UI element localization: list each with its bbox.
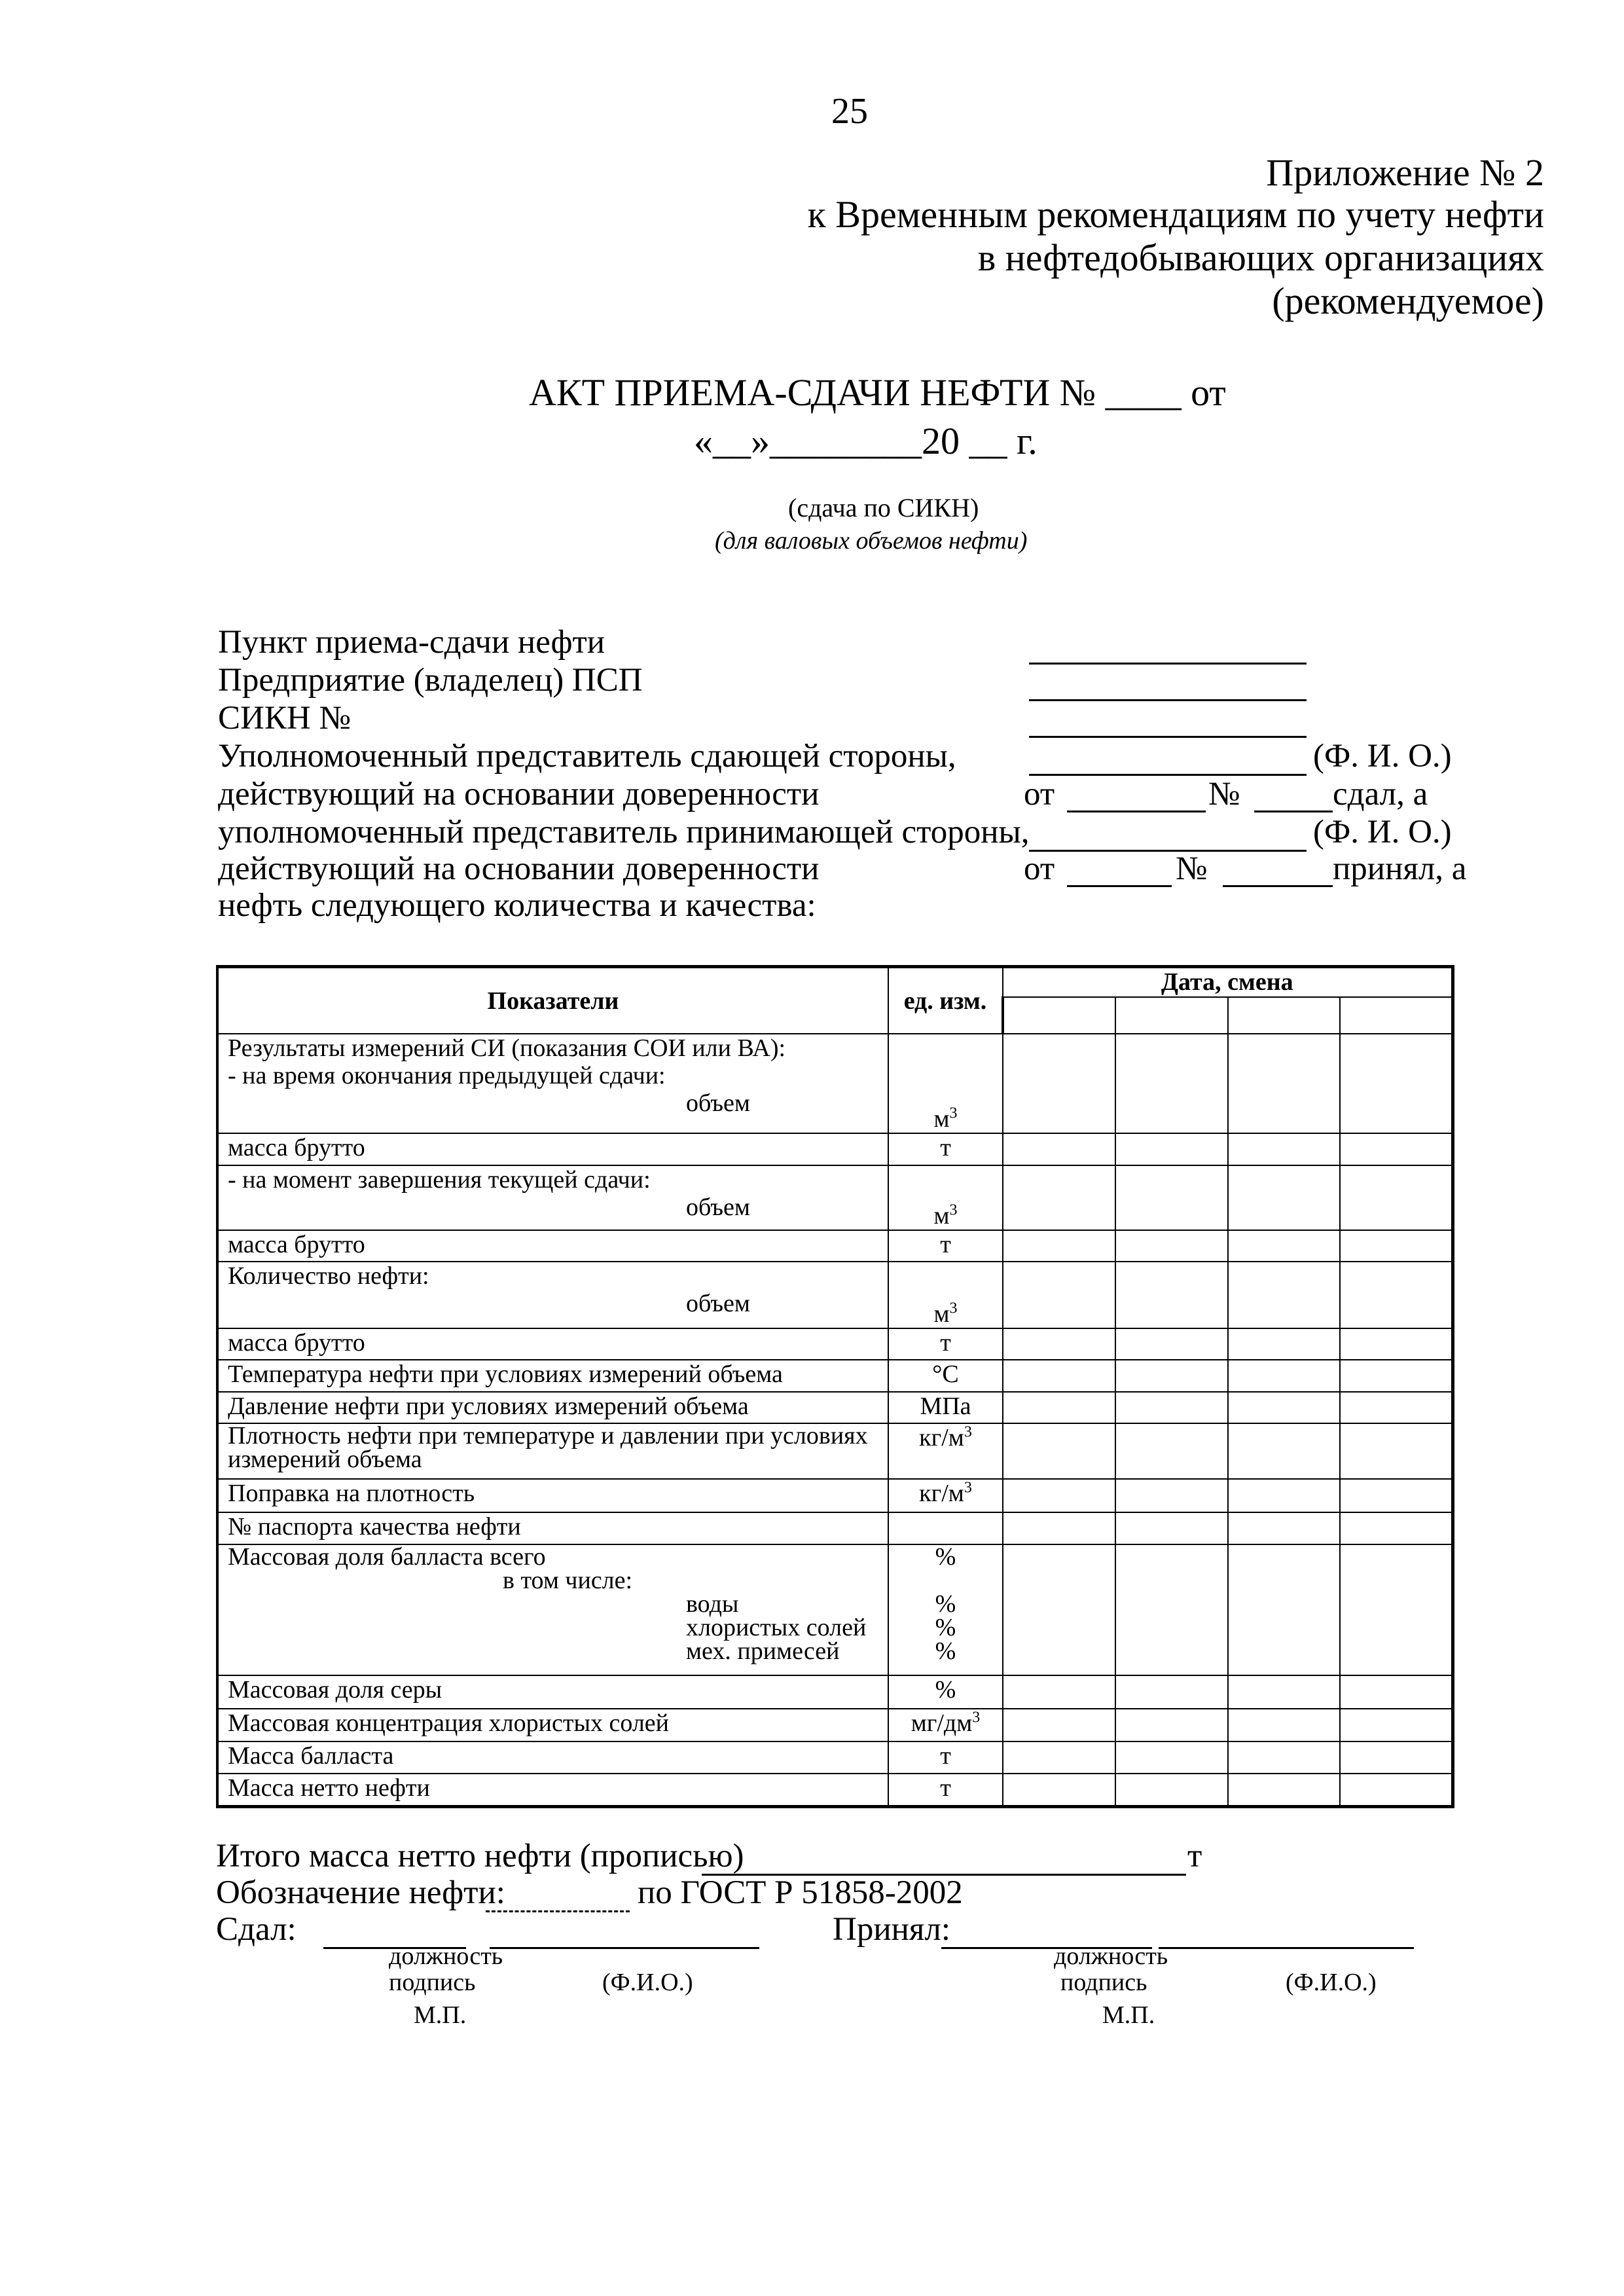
unit-passport [888, 1512, 1003, 1544]
row-prev-label [217, 1034, 888, 1133]
document-title: АКТ ПРИЕМА-СДАЧИ НЕФТИ № ____ от [529, 371, 1226, 414]
ot-label-1: от [1024, 776, 1055, 812]
no-label-1: № [1208, 776, 1240, 812]
unit-prev-volume: $м^3$ [888, 1034, 1003, 1133]
cell[interactable] [1228, 1675, 1340, 1709]
cell[interactable] [1115, 1544, 1228, 1675]
cell[interactable] [1115, 1262, 1228, 1328]
accepted-stamp: М.П. [1102, 2001, 1155, 2029]
accepted-fio-caption: (Ф.И.О.) [1286, 1969, 1377, 1996]
incl-text: в том числе: [503, 1566, 633, 1594]
date-col-2[interactable] [1115, 997, 1228, 1034]
proxy-no-line-1[interactable] [1254, 811, 1333, 812]
ot-label-2: от [1024, 850, 1055, 887]
appendix-line3: в нефтедобывающих организациях [977, 236, 1544, 279]
unit-sulfur: % [888, 1675, 1003, 1709]
salts-text: хлористых солей [686, 1613, 867, 1641]
subtitle-gross: (для валовых объемов нефти) [715, 527, 1028, 555]
cell[interactable] [1003, 1774, 1115, 1807]
cell[interactable] [1340, 1392, 1453, 1424]
cell[interactable] [1228, 1133, 1340, 1165]
cell[interactable] [1003, 1392, 1115, 1424]
accepted-position-caption: должность [1054, 1942, 1168, 1970]
cell[interactable] [1228, 1262, 1340, 1328]
cell[interactable] [1003, 1741, 1115, 1774]
date-col-4[interactable] [1340, 997, 1453, 1034]
water-text: воды [686, 1590, 739, 1618]
proxy-no-line-2[interactable] [1223, 885, 1333, 887]
cell[interactable] [1340, 1544, 1453, 1675]
accepted-fio-line[interactable] [1159, 1947, 1414, 1949]
cell[interactable] [1340, 1133, 1453, 1165]
cell[interactable] [1340, 1165, 1453, 1230]
unit-current-gross: т [888, 1230, 1003, 1262]
designation-line[interactable] [486, 1910, 630, 1912]
pressure-text: Давление нефти при условиях измерений объема [217, 1392, 888, 1424]
cell[interactable] [1228, 1165, 1340, 1230]
cell[interactable] [1340, 1741, 1453, 1774]
gave-label-footer: Сдал: [216, 1911, 297, 1948]
unit-quantity-gross: т [888, 1328, 1003, 1360]
cell[interactable] [1003, 1512, 1115, 1544]
gost-label: по ГОСТ Р 51858-2002 [638, 1874, 963, 1911]
quantity-text: Количество нефти: [228, 1262, 429, 1290]
cell[interactable] [1003, 1034, 1115, 1133]
cell[interactable] [1115, 1675, 1228, 1709]
cell[interactable] [1228, 1479, 1340, 1512]
cell[interactable] [1340, 1512, 1453, 1544]
unit-density: $кг/м^3$ [888, 1423, 1003, 1479]
prev-gross-text: масса брутто [217, 1133, 888, 1165]
gave-fio-caption: (Ф.И.О.) [602, 1969, 693, 1996]
cell[interactable] [1228, 1709, 1340, 1742]
field-point-label: Пункт приема-сдачи нефти [218, 624, 605, 661]
cell[interactable] [1003, 1165, 1115, 1230]
header-unit: ед. изм. [888, 967, 1003, 1034]
field-sikn-label: СИКН № [218, 700, 352, 737]
header-indicators: Показатели [217, 967, 888, 1034]
cell[interactable] [1340, 1328, 1453, 1360]
cell[interactable] [1115, 1774, 1228, 1807]
unit-current-volume: $м^3$ [888, 1165, 1003, 1230]
cell[interactable] [1115, 1512, 1228, 1544]
row-current-label [217, 1165, 888, 1230]
sulfur-text: Массовая доля серы [217, 1675, 888, 1709]
cell[interactable] [1340, 1262, 1453, 1328]
cell[interactable] [1115, 1392, 1228, 1424]
unit-prev-gross: т [888, 1133, 1003, 1165]
cell[interactable] [1115, 1034, 1228, 1133]
cell[interactable] [1340, 1709, 1453, 1742]
current-text: - на момент завершения текущей сдачи: [228, 1165, 651, 1194]
fio-label-2: (Ф. И. О.) [1313, 814, 1452, 850]
date-line: «__»________20 __ г. [694, 420, 1038, 462]
proxy-date-line-1[interactable] [1067, 811, 1206, 812]
passport-text: № паспорта качества нефти [217, 1512, 888, 1544]
cell[interactable] [1228, 1360, 1340, 1392]
gave-fio-line[interactable] [490, 1947, 759, 1949]
gave-label: сдал, а [1333, 776, 1428, 812]
cell[interactable] [1003, 1230, 1115, 1262]
designation-label: Обозначение нефти: [216, 1874, 505, 1911]
appendix-line2: к Временным рекомендациям по учету нефти [807, 193, 1544, 236]
field-enterprise-label: Предприятие (владелец) ПСП [218, 662, 643, 699]
ballast-mass-text: Масса балласта [217, 1741, 888, 1774]
unit-water: % [935, 1590, 956, 1618]
cell[interactable] [1228, 1034, 1340, 1133]
gave-stamp: М.П. [414, 2001, 467, 2029]
field-enterprise-line[interactable] [1029, 699, 1307, 701]
cell[interactable] [1115, 1423, 1228, 1479]
field-point-line[interactable] [1029, 663, 1307, 665]
mech-text: мех. примесей [686, 1637, 840, 1665]
cell[interactable] [1340, 1774, 1453, 1807]
cell[interactable] [1228, 1544, 1340, 1675]
date-col-1[interactable] [1003, 997, 1115, 1034]
cell[interactable] [1228, 1512, 1340, 1544]
unit-salts: % [935, 1613, 956, 1641]
cell[interactable] [1003, 1544, 1115, 1675]
cell[interactable] [1340, 1230, 1453, 1262]
gave-signature-caption: подпись [389, 1969, 476, 1996]
cell[interactable] [1003, 1262, 1115, 1328]
cell[interactable] [1340, 1479, 1453, 1512]
cell[interactable] [1003, 1479, 1115, 1512]
field-sikn-line[interactable] [1029, 736, 1307, 738]
unit-ballast-mass: т [888, 1741, 1003, 1774]
prev-text: - на время окончания предыдущей сдачи: [228, 1062, 666, 1090]
field-acting2-label: действующий на основании доверенности [218, 850, 820, 887]
cell[interactable] [1003, 1709, 1115, 1742]
cell[interactable] [1003, 1133, 1115, 1165]
cell[interactable] [1115, 1133, 1228, 1165]
total-net-mass-label: Итого масса нетто нефти (прописью) [216, 1838, 744, 1874]
accepted-label-footer: Принял: [833, 1911, 950, 1948]
cell[interactable] [1228, 1328, 1340, 1360]
temperature-text: Температура нефти при условиях измерений объема [217, 1360, 888, 1392]
unit-correction: $кг/м^3$ [888, 1479, 1003, 1512]
accepted-label: принял, а [1333, 850, 1467, 887]
ballast-total-text: Массовая доля балласта всего [228, 1542, 546, 1571]
accepted-signature-caption: подпись [1060, 1969, 1147, 1996]
cell[interactable] [1003, 1360, 1115, 1392]
field-acting1-label: действующий на основании доверенности [218, 776, 820, 812]
cell[interactable] [1115, 1479, 1228, 1512]
proxy-date-line-2[interactable] [1067, 885, 1172, 887]
fio-label-1: (Ф. И. О.) [1313, 738, 1452, 774]
header-date-shift: Дата, смена [1003, 967, 1453, 997]
cell[interactable] [1340, 1423, 1453, 1479]
unit-temperature: °С [888, 1360, 1003, 1392]
cell[interactable] [1115, 1360, 1228, 1392]
row-ballast-label [217, 1544, 888, 1675]
results-text: Результаты измерений СИ (показания СОИ или ВА): [228, 1034, 786, 1063]
row-quantity-label [217, 1262, 888, 1328]
page-number: 25 [831, 91, 868, 132]
unit-salt-conc: $мг/дм^3$ [888, 1709, 1003, 1742]
net-mass-text: Масса нетто нефти [217, 1774, 888, 1807]
cell[interactable] [1115, 1165, 1228, 1230]
prev-volume-text: объем [686, 1089, 750, 1118]
field-rep-receiving-line[interactable] [1029, 850, 1307, 852]
cell[interactable] [1115, 1709, 1228, 1742]
quantity-gross-text: масса брутто [217, 1328, 888, 1360]
unit-mech: % [935, 1637, 956, 1665]
cell[interactable] [1340, 1034, 1453, 1133]
salt-conc-text: Массовая концентрация хлористых солей [217, 1709, 888, 1742]
unit-ballast-total: % [935, 1542, 956, 1571]
cell[interactable] [1340, 1360, 1453, 1392]
cell[interactable] [1228, 1741, 1340, 1774]
appendix-line4: (рекомендуемое) [1272, 280, 1544, 322]
subtitle-sikn: (сдача по СИКН) [788, 493, 979, 522]
unit-quantity-volume: $м^3$ [888, 1262, 1003, 1328]
oil-acceptance-table [216, 965, 1454, 1808]
unit-ballast [888, 1544, 1003, 1675]
appendix-line1: Приложение № 2 [1266, 151, 1544, 194]
cell[interactable] [1003, 1675, 1115, 1709]
cell[interactable] [1228, 1230, 1340, 1262]
cell[interactable] [1228, 1392, 1340, 1424]
cell[interactable] [1003, 1328, 1115, 1360]
cell[interactable] [1115, 1741, 1228, 1774]
unit-pressure: МПа [888, 1392, 1003, 1424]
field-oil-following-label: нефть следующего количества и качества: [218, 887, 816, 924]
cell[interactable] [1228, 1423, 1340, 1479]
field-rep-giving-line[interactable] [1029, 774, 1307, 776]
total-unit-t: т [1187, 1838, 1202, 1874]
cell[interactable] [1340, 1675, 1453, 1709]
current-gross-text: масса брутто [217, 1230, 888, 1262]
quantity-volume-text: объем [686, 1290, 750, 1318]
date-col-3[interactable] [1228, 997, 1340, 1034]
density-text: Плотность нефти при температуре и давлении при условиях измерений объема [217, 1423, 888, 1479]
no-label-2: № [1176, 850, 1208, 887]
cell[interactable] [1003, 1423, 1115, 1479]
gave-position-caption: должность [389, 1942, 503, 1970]
cell[interactable] [1115, 1230, 1228, 1262]
correction-text: Поправка на плотность [217, 1479, 888, 1512]
current-volume-text: объем [686, 1193, 750, 1221]
unit-net-mass: т [888, 1774, 1003, 1807]
field-rep-receiving-label: уполномоченный представитель принимающей стороны, [218, 814, 1030, 850]
field-rep-giving-label: Уполномоченный представитель сдающей стороны, [218, 738, 956, 774]
cell[interactable] [1115, 1328, 1228, 1360]
cell[interactable] [1228, 1774, 1340, 1807]
